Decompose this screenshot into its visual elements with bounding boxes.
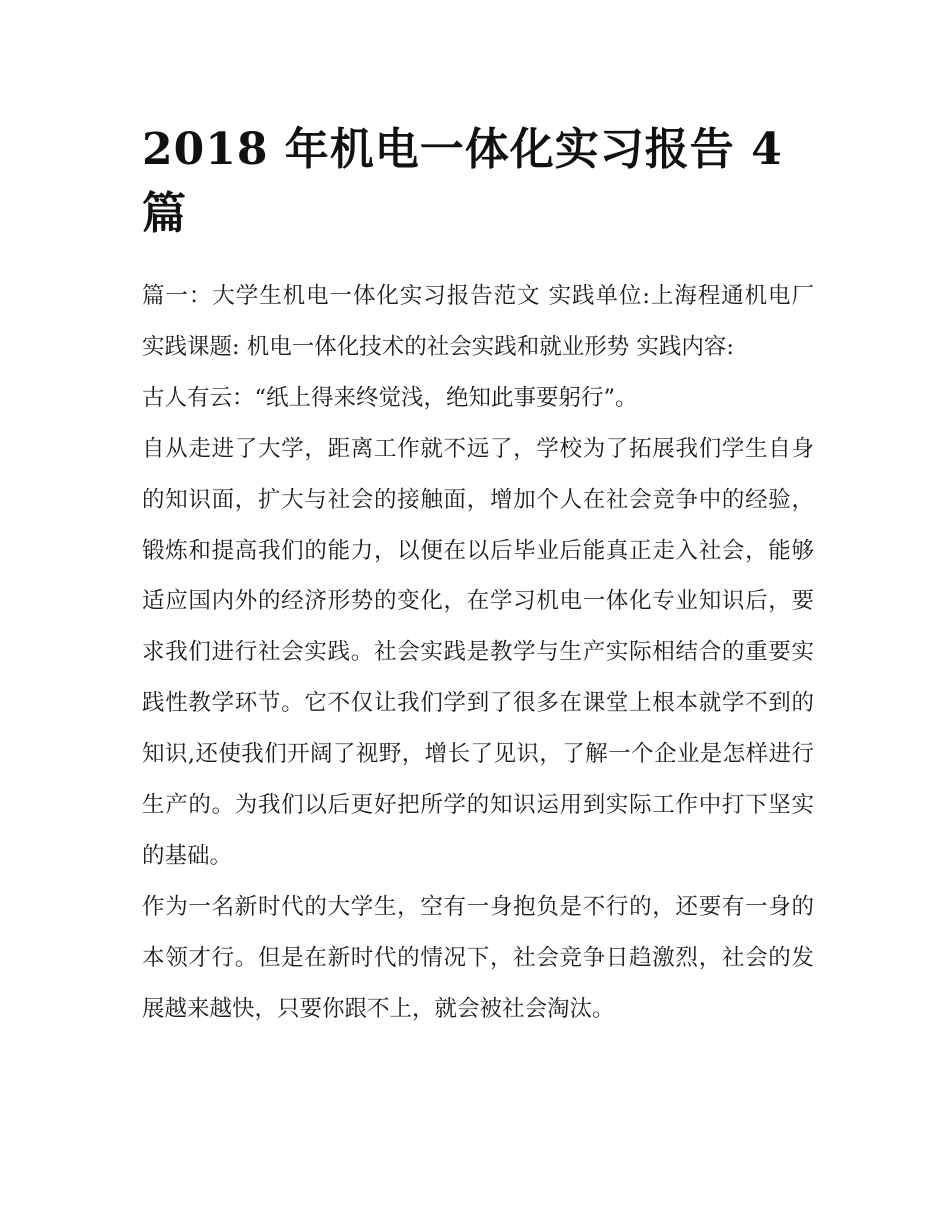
document-content	[142, 118, 814, 1035]
document-body	[142, 271, 814, 1035]
paragraph-quote: 古人有云：“纸上得来终觉浅，绝知此事要躬行”。	[142, 384, 638, 411]
paragraph-intro: 篇一：大学生机电一体化实习报告范文 实践单位:上海程通机电厂 实践课题: 机电一体化技术的社会实践和就业形势 实践内容:	[142, 283, 814, 360]
paragraph-ambition: 作为一名新时代的大学生，空有一身抱负是不行的，还要有一身的本领才行。但是在新时代的情况下，社会竞争日趋激烈，社会的发展越来越快，只要你跟不上，就会被社会淘汰。	[142, 893, 814, 1022]
document-title: 2018 年机电一体化实习报告 4 篇	[142, 124, 783, 239]
paragraph-purpose: 自从走进了大学，距离工作就不远了，学校为了拓展我们学生自身的知识面，扩大与社会的接触面，增加个人在社会竞争中的经验，锻炼和提高我们的能力，以便在以后毕业后能真正走入社会，能够适应国内外的经济形势的变化，在学习机电一体化专业知识后，要求我们进行社会实践。社会实践是教学与生产实际相结合的重要实践性教学环节。它不仅让我们学到了很多在课堂上根本就学不到的知识,还使我们开阔了视野，增长了见识，了解一个企业是怎样进行生产的。为我们以后更好把所学的知识运用到实际工作中打下坚实的基础。	[142, 435, 814, 869]
